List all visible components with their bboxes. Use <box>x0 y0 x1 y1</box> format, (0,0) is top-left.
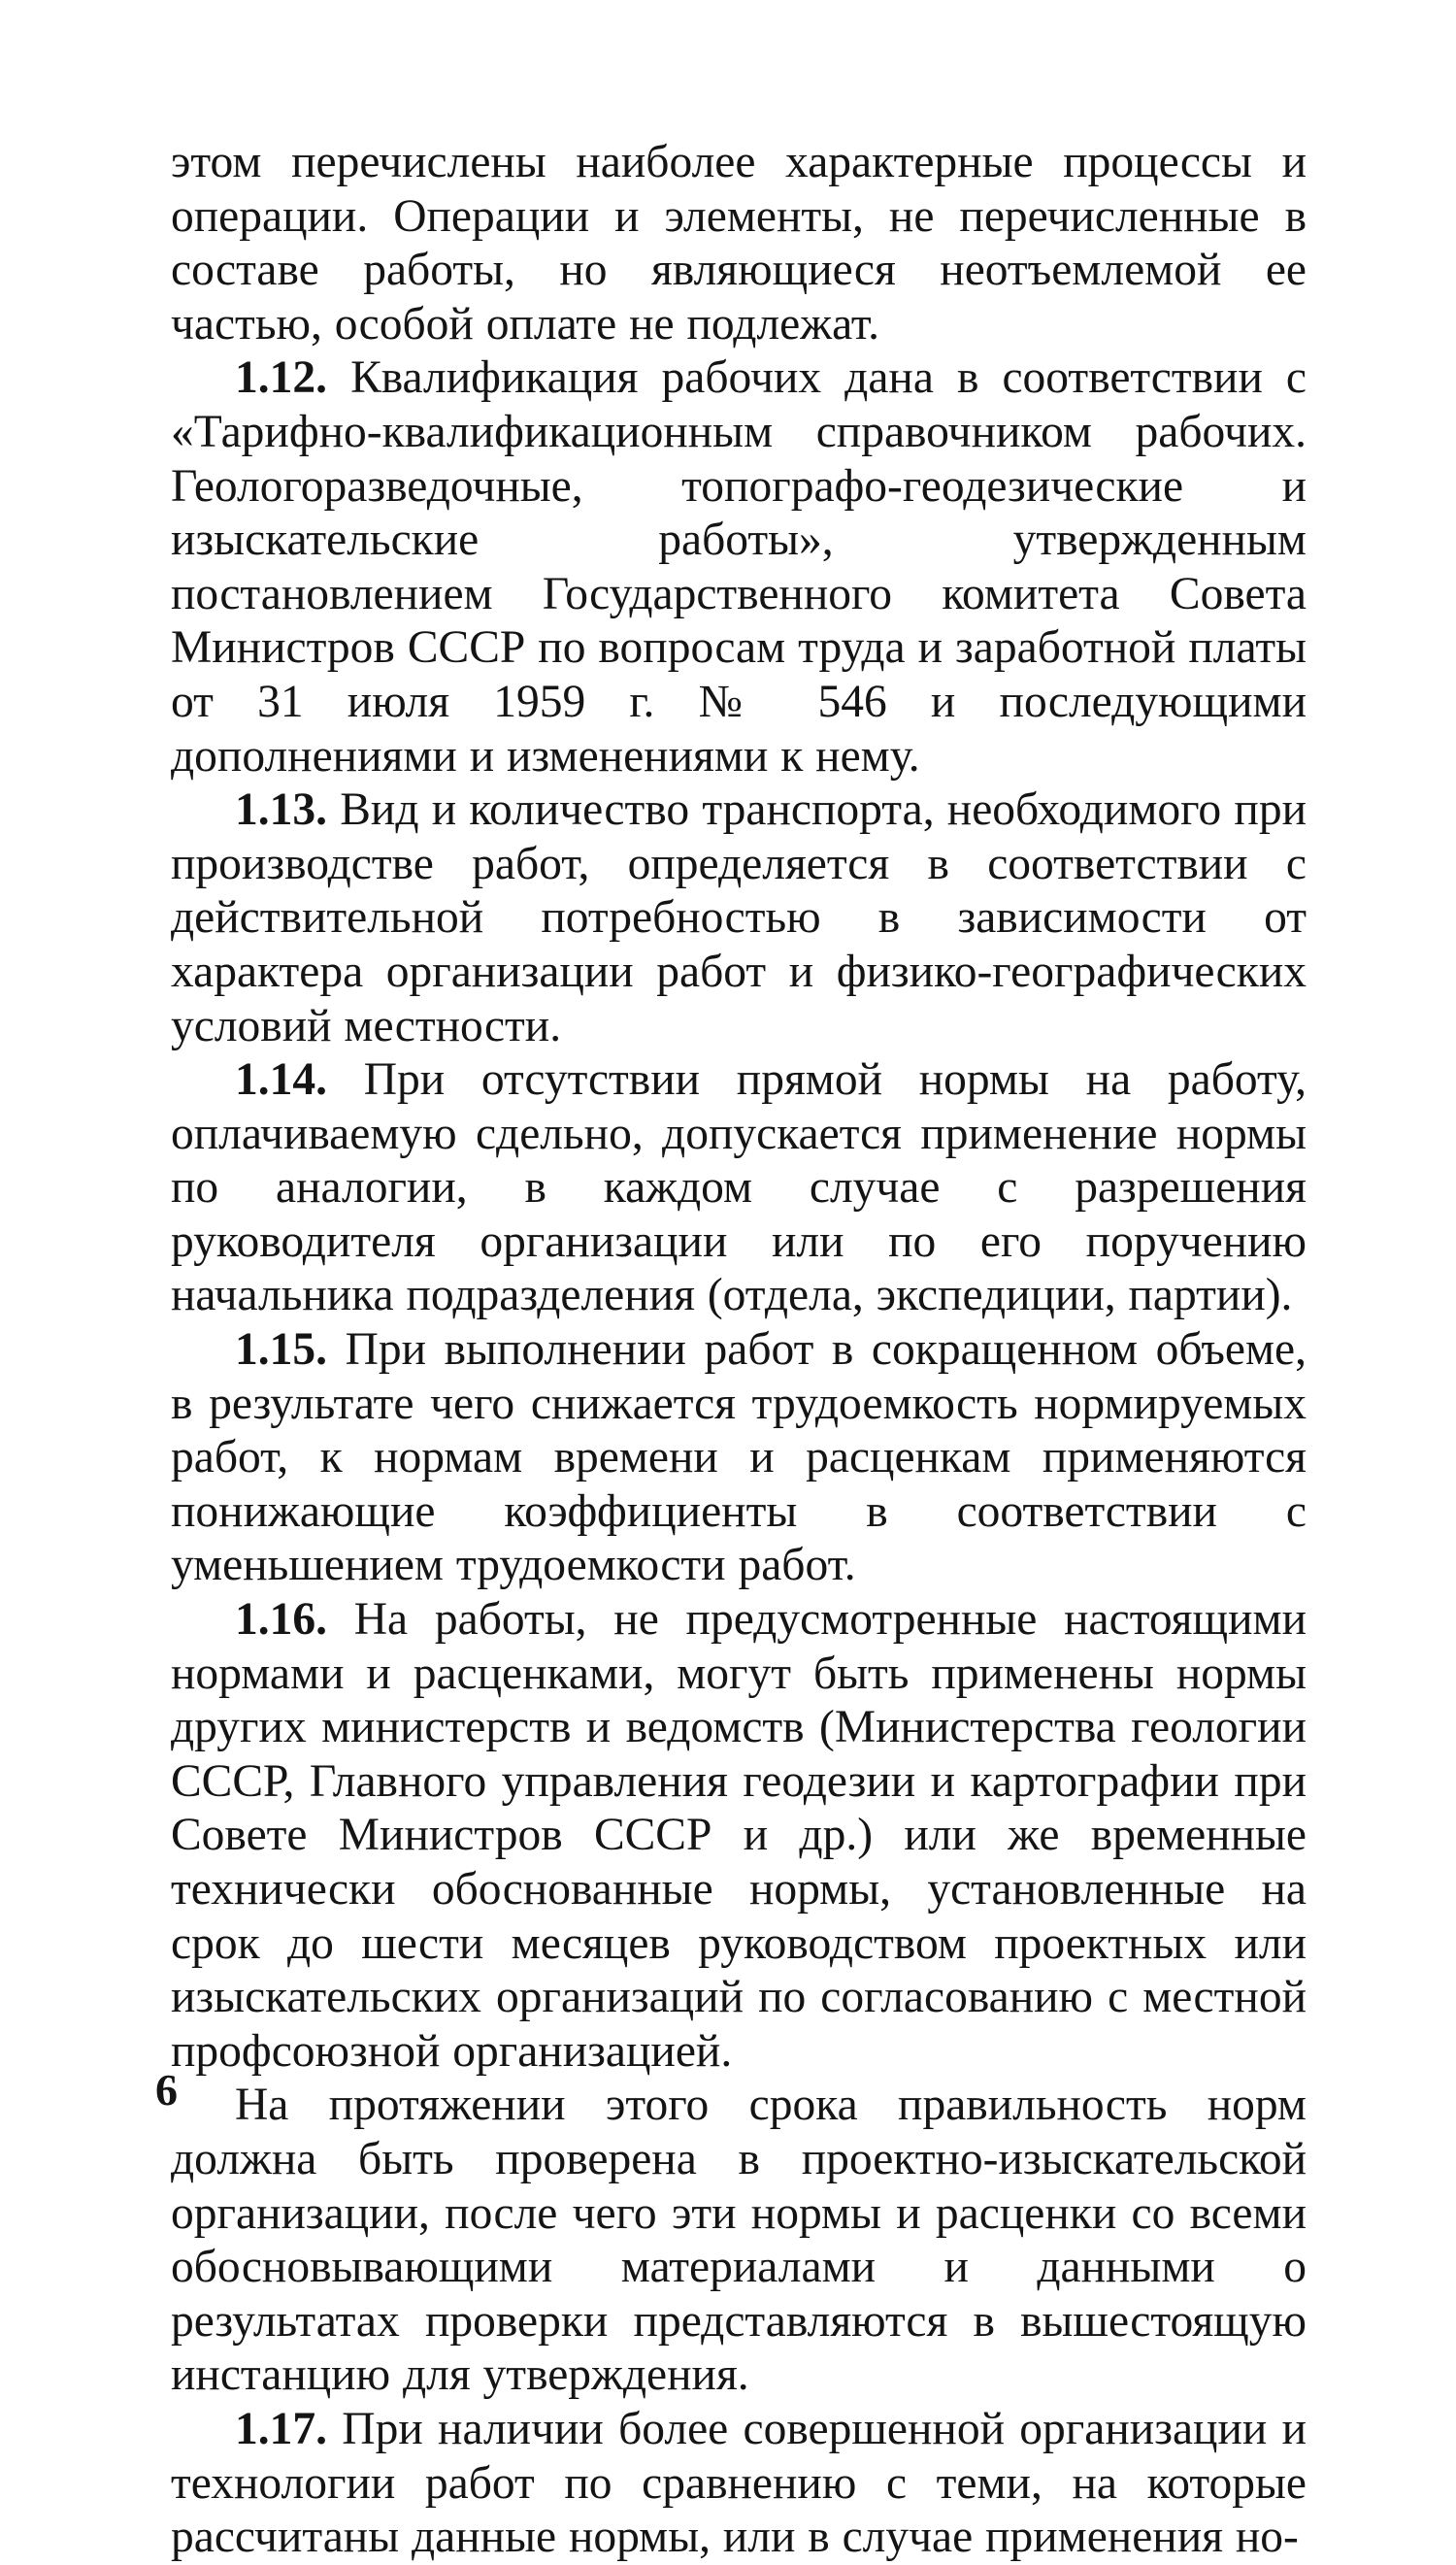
paragraph-text: На работы, не предусмотренные настоящими нормами и расценками, могут быть применены нормы других министерств и ведомств (Министерства геологии СССР, Главного управления геодезии и картографии при Совете Министров СССР и др.) или же временные технически обоснованные нормы, установленные на срок до шести месяцев руководством проектных или изыскательских организаций по согласованию с местной профсоюзной организацией. <box>171 1594 1307 2077</box>
paragraph-text: При отсутствии прямой нормы на работу, оплачиваемую сдельно, допускается применение нормы по аналогии, в каждом случае с разрешения руководителя организации или по его поручению начальника подразделения (отдела, экспедиции, партии). <box>171 1054 1307 1321</box>
paragraph-text: При наличии более совершенной организации и технологии работ по сравнению с теми, на которые рассчитаны данные нормы, или в случае применения но- <box>171 2403 1307 2563</box>
paragraph-number: 1.13. <box>235 784 327 836</box>
page-number: 6 <box>155 2065 178 2115</box>
paragraph-text: этом перечислены наиболее характерные процессы и операции. Операции и элементы, не перечисленные в составе работы, но являющиеся неотъемлемой ее частью, особой оплате не подлежат. <box>171 137 1307 350</box>
paragraph-1-15 <box>171 1323 1307 1593</box>
paragraph-1-12 <box>171 351 1307 783</box>
document-body <box>171 136 1307 2565</box>
paragraph-1-13 <box>171 783 1307 1053</box>
paragraph-1-14 <box>171 1053 1307 1323</box>
paragraph-number: 1.14. <box>235 1054 327 1106</box>
paragraph-text: При выполнении работ в сокращенном объеме, в результате чего снижается трудоемкость нормируемых работ, к нормам времени и расценкам применяются понижающие коэффициенты в соответствии с уменьшением трудоемкости работ. <box>171 1324 1307 1591</box>
paragraph-continuation <box>171 136 1307 351</box>
paragraph-number: 1.17. <box>235 2403 327 2454</box>
paragraph-number: 1.15. <box>235 1324 327 1376</box>
paragraph-1-17 <box>171 2403 1307 2565</box>
paragraph-number: 1.16. <box>235 1594 327 1646</box>
paragraph-1-16-continued <box>171 2079 1307 2403</box>
paragraph-text: Квалификация рабочих дана в соответствии с «Тарифно-квалификационным справочником рабочих. Геологоразведочные, топографо-геодезические и изыскательские работы», утвержденным постановлением Государственного комитета Совета Министров СССР по вопросам труда и заработной платы от 31 июля 1959 г. № 546 и последующими дополнениями и изменениями к нему. <box>171 352 1307 782</box>
paragraph-number: 1.12. <box>235 352 327 404</box>
paragraph-1-16 <box>171 1593 1307 2079</box>
paragraph-text: Вид и количество транспорта, необходимого при производстве работ, определяется в соответствии с действительной потребностью в зависимости от характера организации работ и физико-географических условий местности. <box>171 784 1307 1051</box>
paragraph-text: На протяжении этого срока правильность норм должна быть проверена в проектно-изыскательской организации, после чего эти нормы и расценки со всеми обосновывающими материалами и данными о результатах проверки представляются в вышестоящую инстанцию для утверждения. <box>171 2080 1307 2401</box>
